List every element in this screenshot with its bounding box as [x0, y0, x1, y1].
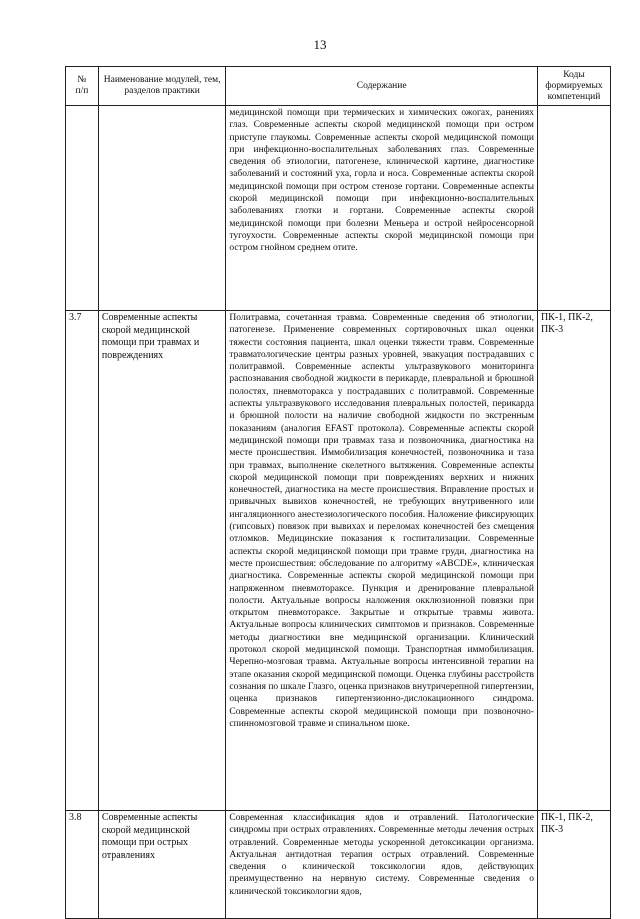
- row-codes: ПК-1, ПК-2, ПК-3: [537, 311, 610, 811]
- row-content: Политравма, сочетанная травма. Современные сведения об этиологии, патогенезе. Применение современных сортировочных шкал оценки тяжести состояния пациента, шкал оценки тяжести травм. Современные травматологические центры разных уровней, эвакуация пострадавших с политравмой. Современные аспекты ультразвукового мониторинга распознавания свободной жидкости в перикарде, плевральной и брюшной полостях, пневмоторакса у пострадавших с политравмой. Современные аспекты ультразвукового исследования плевральных полостей, перикарда и брюшной полости на наличие свободной жидкости по экстренным показаниям (аналогия EFAST протокола). Современные аспекты скорой медицинской помощи при травмах таза и позвоночника, диагностика на месте происшествия. Иммобилизация конечностей, позвоночника и таза при травмах, выполнение скелетного вытяжения. Современные аспекты скорой медицинской помощи при повреждениях верхних и нижних конечностей, диагностика на месте происшествия. Вправление простых и привычных вывихов конечностей, не требующих внутривенного или ингаляционного анестезиологического пособия. Наложение фиксирующих (гипсовых) повязок при вывихах и переломах конечностей без смещения отломков. Медицинские показания к госпитализации. Современные аспекты скорой медицинской помощи при травме груди, диагностика на месте происшествия: обследование по алгоритму «ABCDE», клиническая диагностика. Современные аспекты скорой медицинской помощи при напряженном пневмотораксе. Пункция и дренирование плевральной полости. Актуальные вопросы наложения окклюзионной повязки при открытом пневмотораксе. Закрытые и открытые травмы живота. Актуальные вопросы клинических симптомов и признаков. Современные методы диагностики вне медицинской организации. Клинический протокол скорой медицинской помощи. Транспортная иммобилизация. Черепно-мозговая травма. Актуальные вопросы интенсивной терапии на этапе оказания скорой медицинской помощи. Оценка глубины расстройств сознания по шкале Глазго, оценка признаков внутричерепной гипертензии, оценка признаков гипертензионно-дислокационного синдрома. Современные аспекты скорой медицинской помощи при позвоночно-спинномозговой травме и спинальном шоке.: [226, 311, 538, 811]
- header-codes: Коды формируемых компетенций: [537, 67, 610, 106]
- header-name: Наименование модулей, тем, разделов практики: [98, 67, 226, 106]
- row-codes: [537, 106, 610, 311]
- row-content: Современная классификация ядов и отравлений. Патологические синдромы при острых отравлениях. Современные методы лечения острых отравлений. Современные методы ускоренной детоксикации организма. Актуальная антидотная терапия острых отравлений. Современные сведения о клинической токсикологии ядов, действующих преимущественно на нервную систему. Современные сведения о клинической токсикологии ядов,: [226, 811, 538, 919]
- header-content: Содержание: [226, 67, 538, 106]
- header-num: № п/п: [66, 67, 99, 106]
- row-content: медицинской помощи при термических и химических ожогах, ранениях глаз. Современные аспекты скорой медицинской помощи при остром приступе глаукомы. Современные аспекты скорой медицинской помощи при инфекционно-воспалительных заболеваниях глаз. Современные сведения об этиологии, патогенезе, клинической картине, диагностике заболеваний и состояний уха, горла и носа. Современные аспекты скорой медицинской помощи при остром стенозе гортани. Современные аспекты скорой медицинской помощи при инфекционно-воспалительных заболеваниях глотки и гортани. Современные аспекты скорой медицинской помощи при болезни Меньера и острой нейросенсорной тугоухости. Современные аспекты скорой медицинской помощи при остром гнойном среднем отите.: [226, 106, 538, 311]
- row-topic: [98, 106, 226, 311]
- table-row: [66, 811, 611, 919]
- table-row: [66, 311, 611, 811]
- row-num: 3.8: [66, 811, 99, 919]
- table-row: [66, 106, 611, 311]
- row-topic: Современные аспекты скорой медицинской помощи при травмах и повреждениях: [98, 311, 226, 811]
- curriculum-table: [65, 66, 611, 919]
- table-header-row: [66, 67, 611, 106]
- row-num: 3.7: [66, 311, 99, 811]
- row-codes: ПК-1, ПК-2, ПК-3: [537, 811, 610, 919]
- row-num: [66, 106, 99, 311]
- row-topic: Современные аспекты скорой медицинской помощи при острых отравлениях: [98, 811, 226, 919]
- page-number: 13: [313, 37, 327, 52]
